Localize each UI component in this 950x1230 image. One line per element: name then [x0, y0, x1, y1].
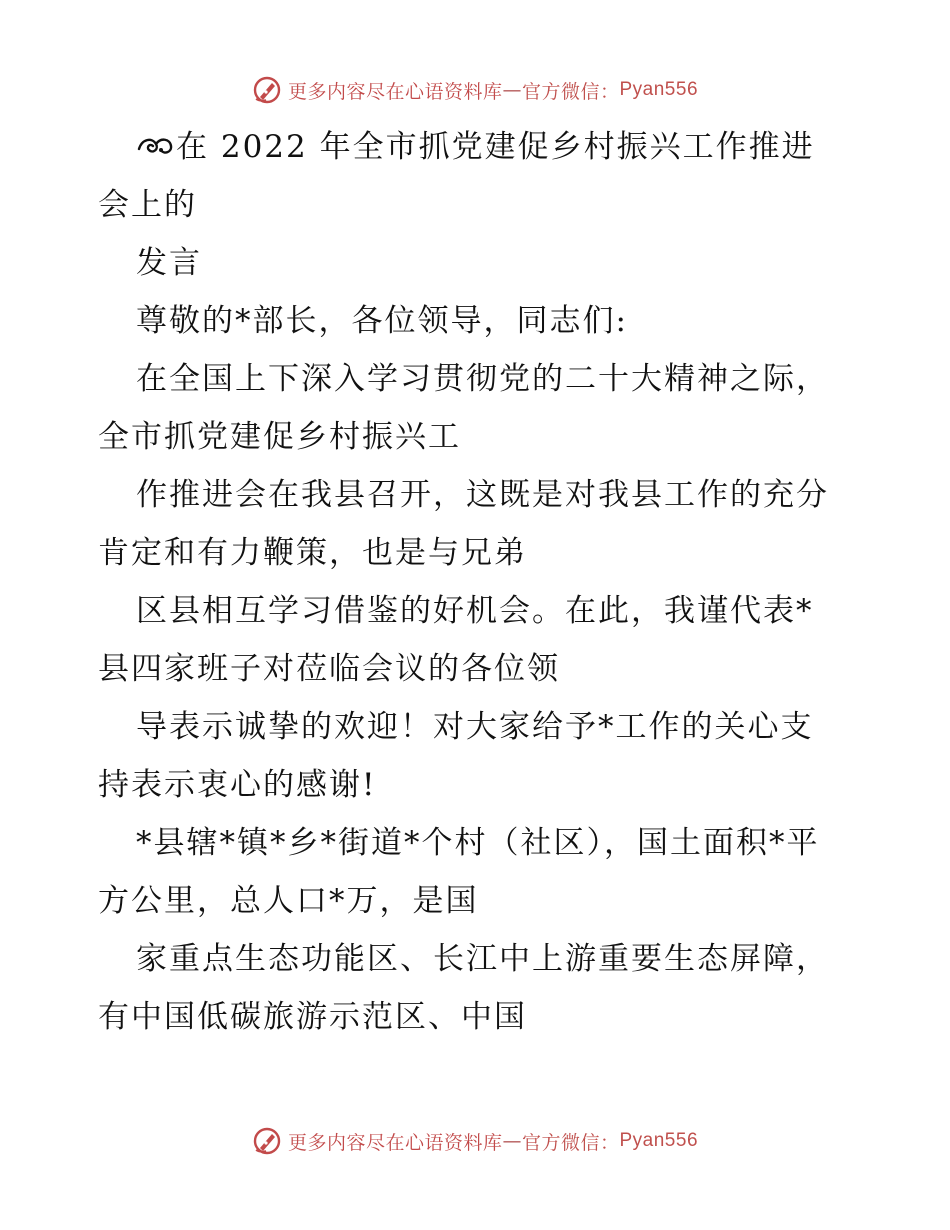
pen-nib-circle-icon	[252, 75, 282, 105]
watermark-wechat-label: 官方微信：	[521, 1131, 620, 1154]
paragraph-line: 导表示诚挚的欢迎！对大家给予*工作的关心支	[136, 709, 814, 745]
footer-watermark	[0, 1121, 950, 1161]
document-body	[98, 118, 858, 1046]
watermark-dash: —	[502, 79, 522, 101]
title-text-1: 在 2022 年全市抓党建促乡村振兴工作推进	[176, 129, 815, 165]
pen-nib-circle-icon	[252, 1126, 282, 1156]
paragraph-line: 在全国上下深入学习贯彻党的二十大精神之际，	[136, 361, 829, 397]
watermark-site: 更多内容尽在心语资料库	[287, 80, 503, 103]
watermark-dash: —	[502, 1130, 522, 1152]
watermark-site: 更多内容尽在心语资料库	[287, 1131, 503, 1154]
title-line-3: 发言	[136, 245, 202, 281]
paragraph-line: 肯定和有力鞭策，也是与兄弟	[98, 535, 527, 571]
watermark-wechat-id: Pyan556	[619, 79, 699, 100]
paragraph-line: *县辖*镇*乡*街道*个村（社区），国土面积*平	[136, 825, 820, 861]
title-line-1	[98, 118, 858, 176]
paragraph-line: 县四家班子对莅临会议的各位领	[98, 651, 560, 687]
title-line-2: 会上的	[98, 187, 197, 223]
watermark-wechat-label: 官方微信：	[521, 80, 620, 103]
paragraph-line: 方公里，总人口*万，是国	[98, 883, 479, 919]
paragraph-line: 全市抓党建促乡村振兴工	[98, 419, 461, 455]
paragraph-line: 持表示衷心的感谢!	[98, 767, 377, 803]
paragraph-line: 有中国低碳旅游示范区、中国	[98, 999, 527, 1035]
fleuron-icon	[136, 131, 174, 161]
watermark-wechat-id: Pyan556	[619, 1130, 699, 1151]
salutation: 尊敬的*部长，各位领导，同志们:	[136, 303, 628, 339]
header-watermark	[0, 70, 950, 110]
paragraph-line: 区县相互学习借鉴的好机会。在此，我谨代表*	[136, 593, 814, 629]
paragraph-line: 家重点生态功能区、长江中上游重要生态屏障，	[136, 941, 829, 977]
paragraph-line: 作推进会在我县召开，这既是对我县工作的充分	[136, 477, 829, 513]
